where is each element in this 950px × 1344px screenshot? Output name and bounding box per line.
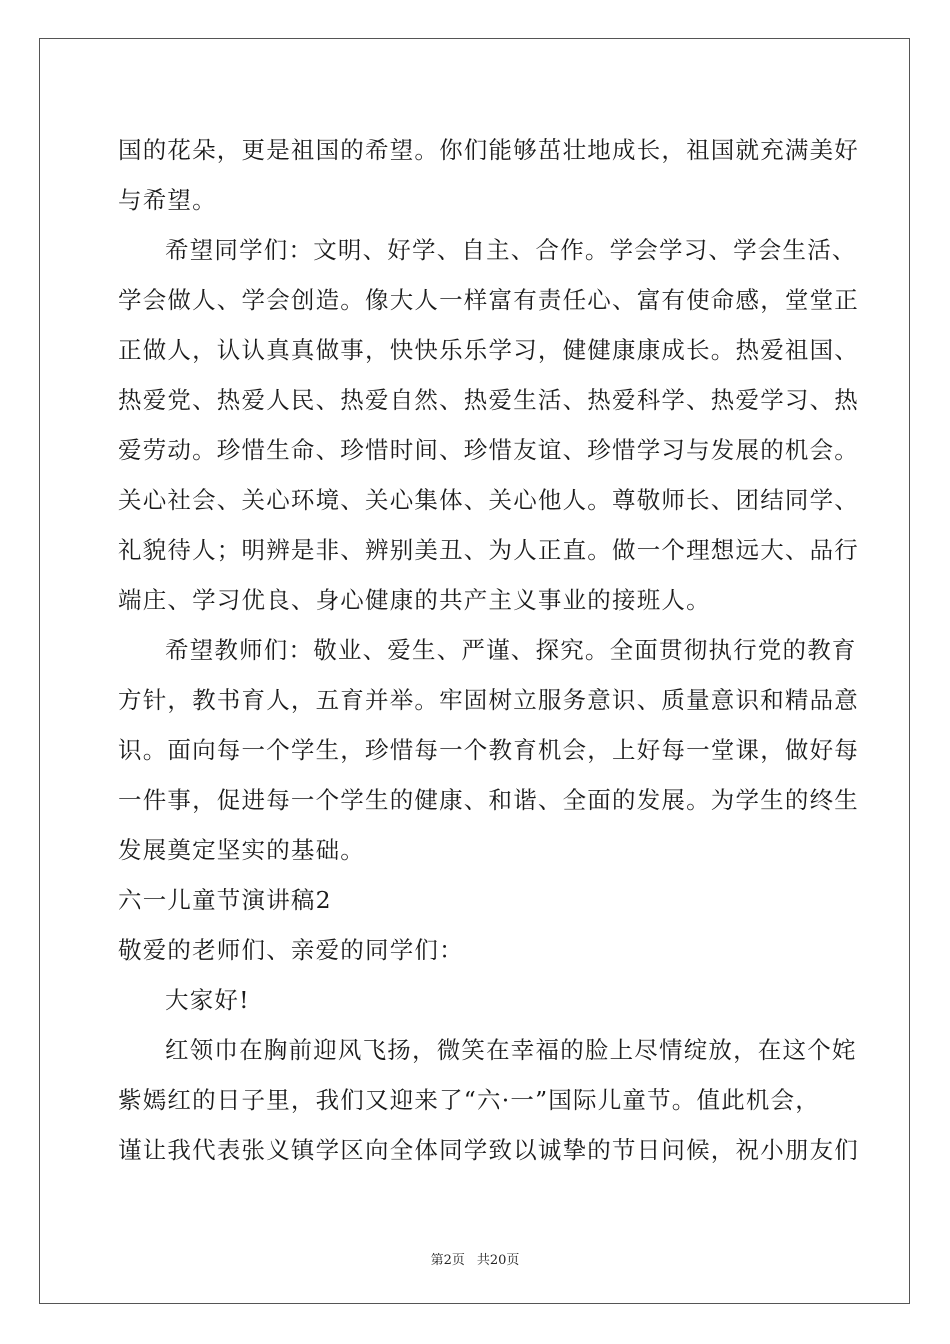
salutation-line: 敬爱的老师们、亲爱的同学们： bbox=[118, 936, 464, 964]
page-footer bbox=[0, 1249, 950, 1268]
paragraph-start-line: 红领巾在胸前迎风飞扬，微笑在幸福的脸上尽情绽放，在这个姹 bbox=[165, 1036, 857, 1064]
text-line: 识。面向每一个学生，珍惜每一个教育机会，上好每一堂课，做好每 bbox=[118, 736, 859, 764]
text-line: 方针，教书育人，五育并举。牢固树立服务意识、质量意识和精品意 bbox=[118, 686, 859, 714]
text-line: 端庄、学习优良、身心健康的共产主义事业的接班人。 bbox=[118, 586, 711, 614]
text-line: 发展奠定坚实的基础。 bbox=[118, 836, 365, 864]
greeting-line: 大家好! bbox=[165, 986, 250, 1014]
text-line: 一件事，促进每一个学生的健康、和谐、全面的发展。为学生的终生 bbox=[118, 786, 859, 814]
text-line: 学会做人、学会创造。像大人一样富有责任心、富有使命感，堂堂正 bbox=[118, 286, 859, 314]
section-title: 六一儿童节演讲稿2 bbox=[118, 886, 332, 914]
paragraph-start-line: 希望教师们：敬业、爱生、严谨、探究。全面贯彻执行党的教育 bbox=[165, 636, 857, 664]
paragraph-start-line: 希望同学们：文明、好学、自主、合作。学会学习、学会生活、 bbox=[165, 236, 857, 264]
text-line: 热爱党、热爱人民、热爱自然、热爱生活、热爱科学、热爱学习、热 bbox=[118, 386, 859, 414]
text-line: 礼貌待人；明辨是非、辨别美丑、为人正直。做一个理想远大、品行 bbox=[118, 536, 859, 564]
text-line: 爱劳动。珍惜生命、珍惜时间、珍惜友谊、珍惜学习与发展的机会。 bbox=[118, 436, 859, 464]
text-line: 关心社会、关心环境、关心集体、关心他人。尊敬师长、团结同学、 bbox=[118, 486, 859, 514]
text-line: 谨让我代表张义镇学区向全体同学致以诚挚的节日问候，祝小朋友们 bbox=[118, 1136, 859, 1164]
page-total: 共20页 bbox=[476, 1253, 520, 1268]
text-line: 正做人，认认真真做事，快快乐乐学习，健健康康成长。热爱祖国、 bbox=[118, 336, 859, 364]
text-line: 与希望。 bbox=[118, 186, 217, 214]
page-number: 第2页 bbox=[430, 1253, 465, 1268]
text-line: 紫嫣红的日子里，我们又迎来了“六·一”国际儿童节。值此机会， bbox=[118, 1086, 820, 1114]
text-line: 国的花朵，更是祖国的希望。你们能够茁壮地成长，祖国就充满美好 bbox=[118, 136, 859, 164]
